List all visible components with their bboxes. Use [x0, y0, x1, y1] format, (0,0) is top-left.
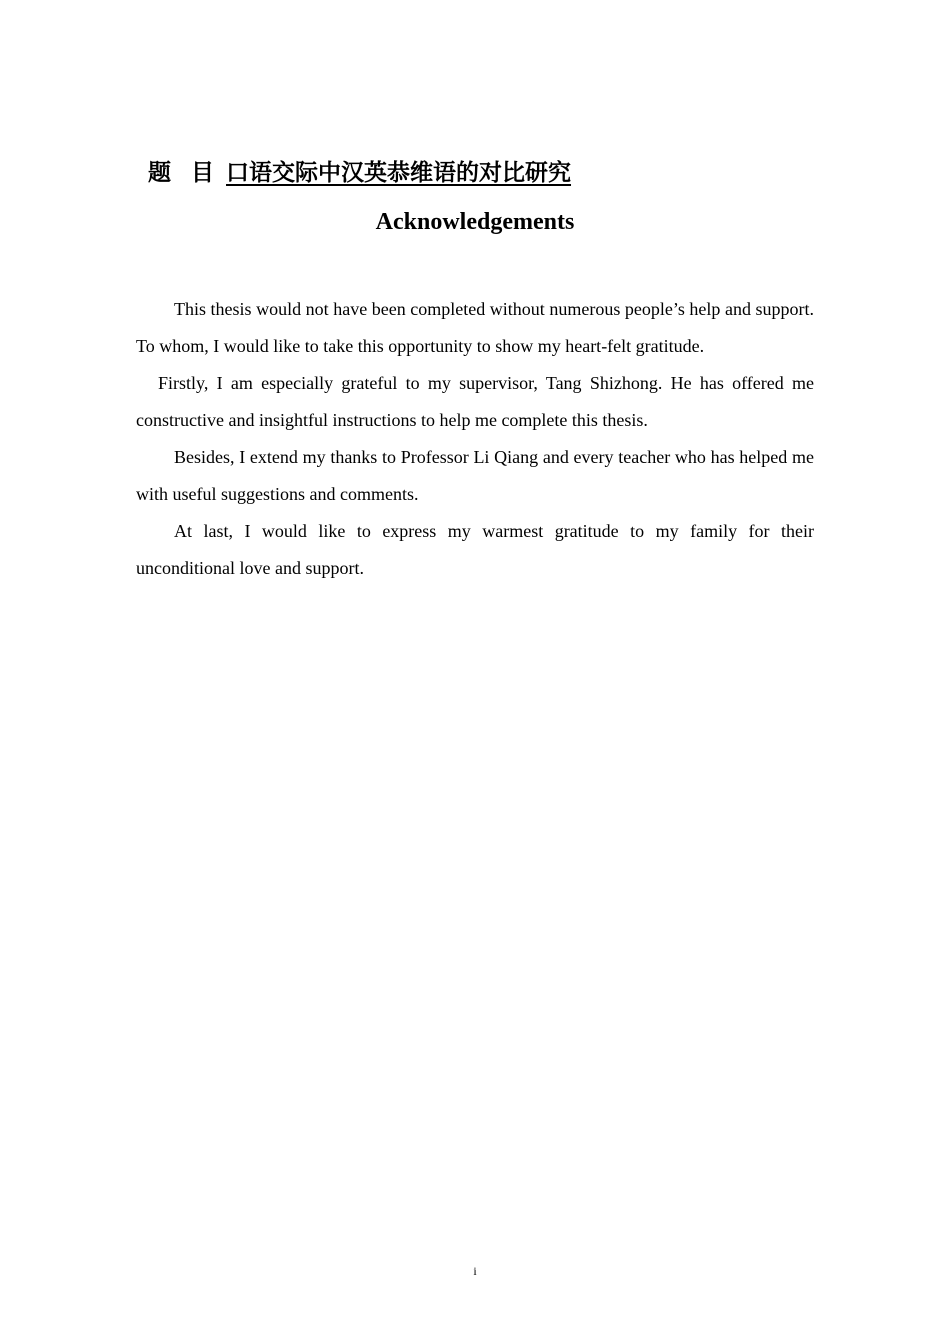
thesis-title-line: [148, 158, 591, 188]
acknowledgements-body: [136, 291, 814, 587]
paragraph-1: This thesis would not have been completed without numerous people’s help and support. To whom, I would like to take this opportunity to show my heart-felt gratitude.: [136, 299, 814, 356]
page-heading: Acknowledgements: [375, 209, 575, 235]
paragraph-3: Besides, I extend my thanks to Professor Li Qiang and every teacher who has helped me with useful suggestions and comments.: [136, 447, 814, 504]
thesis-title: 口语交际中汉英恭维语的对比研究: [226, 159, 572, 186]
paragraph-2: Firstly, I am especially grateful to my supervisor, Tang Shizhong. He has offered me constructive and insightful instructions to help me complete this thesis.: [136, 373, 814, 430]
page-number: i: [473, 1264, 477, 1278]
title-label: 题目: [148, 159, 234, 186]
paragraph-4: At last, I would like to express my warmest gratitude to my family for their unconditional love and support.: [136, 521, 814, 578]
